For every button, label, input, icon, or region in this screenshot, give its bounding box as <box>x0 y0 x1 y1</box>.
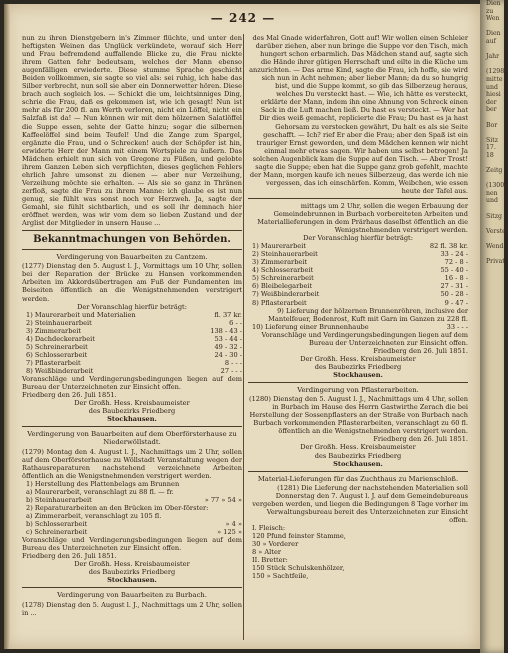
cost-row: 9) Lieferung der hölzernen Brunnenröhren, inclusive der Mantelfeuer, Bodenrost, Kuft mit Garn im Ganzen zu 228 fl. <box>268 306 468 323</box>
adjacent-page-text <box>480 0 508 266</box>
cost-row: a) Zimmerarbeit, veranschlagt zu 105 fl. <box>26 512 162 521</box>
adjacent-page-fragment <box>483 159 504 167</box>
notice-heading: Verdingerung von Bauarbeiten zu Cantzem. <box>56 253 208 262</box>
cost-row: 2) Reparaturarbeiten an den Brücken im Ober-förster: <box>26 504 209 512</box>
notice-sub: Der Voranschlag hierfür beträgt: <box>77 302 187 311</box>
adjacent-page-fragment <box>483 205 504 213</box>
right-column <box>248 34 468 580</box>
story-continuation: nun zu ihren Dienstgebern in's Zimmer flüchte, und unter den heftigsten Weinen das Unglück verkündete, worauf sich Herr und Frau befremdend auffallende Blicke zu, die Frau nickte ihrem Gatten fehr bedeutsam, welches der Mann ebenso augenfälligen erwiederte. Diese stumme Sprache geschicht Beiden vollkommen, sie sagte so viel als: sei ruhig, ich habe das Silber verbrecht, nun soll sie aber ein Donnerwetter hören. Diese brach auch sogleich los. — Schickt die um, leichtsinniges Ding, schrie die Frau, daß es gekommen ist, wie ich gesagt! Nun ist mehr als für 200 fl. am Werth verloren, nicht ein Löffel, nicht ein Salzfaß ist da! — Nun können wir mit dem hölzernen Salatlöffel die Suppe essen, sehte der Gatte hinzu; sogar die silbernen Kaffeelöffel sind beim Teufel! Und die Zange zum Spargel, ergänzte die Frau, und o Schrecken! auch der Schöpfer ist hin, erwiderte Herr der Mann mit einem Wortspiele zu äußern. Das Mädchen erhielt nun sich von Gregone zu Füßen, und gelobte ihrem Ganzen Leben sich verpflichten, dieses geglichen Fehlers ehrlich Jahre umsonst zu dienen — aber nur Verzeihung, Verzeihung möchte sie erhalten. — Als sie so ganz in Thränen zerfloß, sagte die Frau zu ihrem Manne: ich glaube es ist nun genug, sie fühlt was sonst noch vor Herzweh. Ja, sagte der Gemahl, sie fühlt sichtbarlich, und es soll ihr demnach hier eröffnet werden, was wir vom dem so lieben Zustand und der Arglist der Mitglieder in unsern Hause ... <box>22 34 242 228</box>
notice-signature: Der Großh. Hess. Kreisbaumeister <box>300 354 416 363</box>
cost-row: 10) Lieferung einer Brunnenhaube 33 - - - <box>252 322 468 331</box>
notice-heading: Verdingerung von Bauarbeiten auf dem Oberförsterhause zu Niederwöllstadt. <box>27 430 237 447</box>
cost-row: 8) Pflasterarbeit 9 - 47 - <box>252 298 468 307</box>
cost-table <box>26 480 242 536</box>
notice-heading: Verdingerung von Bauarbeiten zu Burbach. <box>57 591 207 600</box>
cost-row: 2) Steinhauerarbeit 6 - - <box>26 318 242 327</box>
material-list <box>252 524 468 580</box>
material-row: II. Bretter: <box>252 556 288 565</box>
adjacent-page-fragment <box>483 175 504 183</box>
notice-sub: Der Voranschlag hierfür beträgt: <box>303 234 413 243</box>
cost-row: 5) Schreinerarbeit 49 - 32 - <box>26 342 242 351</box>
notice-1278-continued <box>248 202 468 379</box>
adjacent-page-fragment: auf <box>486 37 496 45</box>
section-rule <box>22 230 242 231</box>
adjacent-page-fragment: 18 <box>486 151 494 159</box>
notice-rule <box>22 587 242 588</box>
adjacent-page-fragment: Sitzg <box>486 212 502 220</box>
notice-date: Friedberg den 26. Juli 1851. <box>22 391 117 400</box>
notice-tail: Voranschläge und Verdingerungsbedingungen liegen auf dem Bureau der Unterzeichneten zur Einsicht offen. <box>22 374 242 392</box>
notice-tail: Voranschläge und Verdingerungsbedingungen liegen auf dem Bureau der Unterzeichneten zur Einsicht offen. <box>261 330 468 347</box>
page-number: — 242 — <box>210 11 276 25</box>
cost-row: 3) Zimmerarbeit 72 - 8 - <box>252 258 468 267</box>
notice-lead: mittags um 2 Uhr, sollen die wegen Erbauung der Gemeindebrunnen in Burbach vorbereiteten Arbeiten und Materiallieferungen in dem Prärhaus daselbst öffentlich an die Wenigstnehmenden verstrigert werden. <box>257 201 468 235</box>
cost-row: 4) Dachdeckerarbeit 53 - 44 - <box>26 334 242 343</box>
cost-table <box>26 311 242 375</box>
book-spine <box>4 4 10 649</box>
notice-lead: (1279) Montag den 4. August l. J., Nachmittags um 2 Uhr, sollen auf dem Oberförsterhause zu Wöllstadt Veranstaltung wegen der Rathausreparaturen nachstehend verzeichnete Arbeiten öffentlich an die Wenigstnehmenden verstrigert werden. <box>22 447 242 480</box>
cost-row: 1) Maurerarbeit 82 fl. 38 kr. <box>252 242 468 251</box>
notice-signature-name: Stockhausen. <box>107 415 157 424</box>
adjacent-page-fragment: nen <box>486 189 498 197</box>
adjacent-page-fragment: zu <box>486 7 494 15</box>
notice-signature: Der Großh. Hess. Kreisbaumeister <box>74 399 190 408</box>
notice-date: Friedberg den 26. Juli 1851. <box>373 435 468 444</box>
notice-heading: Material-Lieferungen für das Zuchthaus zu Marienschloß. <box>257 474 459 483</box>
notice-1281 <box>248 475 468 581</box>
cost-row: 4) Schlosserarbeit 55 - 40 - <box>252 266 468 275</box>
cost-row: 2) Steinhauerarbeit 33 - 24 - <box>252 250 468 259</box>
newspaper-page <box>4 4 480 649</box>
notice-signature: des Baubezirks Friedberg <box>314 362 402 371</box>
adjacent-page-fragment: Verstei <box>486 227 508 235</box>
adjacent-page-fragment: und <box>486 197 498 205</box>
cost-row: a) Maurerarbeit, veranschlagt zu 88 fl. — fr. <box>26 487 174 496</box>
adjacent-page-fragment <box>483 61 504 69</box>
section-title: Bekanntmachungen von Behörden. <box>33 234 231 246</box>
notice-1278 <box>22 591 242 616</box>
left-column <box>22 34 242 617</box>
notice-rule <box>22 426 242 427</box>
notice-signature-name: Stockhausen. <box>107 576 157 585</box>
notice-lead: (1281) Die Lieferung der nachstehenden Materialien soll Donnerstag den 7. August l. J. auf dem Gemeindebureaus vergeben werden, und liegen die Bedingungen 8 Tage vorher im Verwaltungsbureau bereit des Unterzeichneten zur Einsicht offen. <box>252 483 468 524</box>
cost-row: 5) Schreinerarbeit 16 - 8 - <box>252 274 468 283</box>
column-divider <box>243 34 244 640</box>
material-row: 150 Stück Schulskenhölzer, <box>252 564 345 573</box>
adjacent-page-fragment <box>483 235 504 243</box>
cost-row: 6) Bleibelegarbeit 27 - 31 - <box>252 282 468 291</box>
cost-table <box>252 242 468 331</box>
adjacent-page-fragment: Jahr <box>486 53 500 61</box>
notice-signature-name: Stockhausen. <box>333 370 383 379</box>
material-row: 30 » Vorderer <box>252 540 299 549</box>
cost-row: c) Schreinerarbeit » 125 » <box>26 528 242 537</box>
adjacent-page-fragment: Dien <box>486 30 501 38</box>
adjacent-page-fragment: Wend <box>486 243 504 250</box>
material-row: 120 Pfund feinster Stamme, <box>252 532 346 541</box>
adjacent-page-fragment: hiesi <box>486 91 501 99</box>
notice-lead: (1280) Dienstag den 5. August l. J., Nachmittags um 4 Uhr, sollen in Burbach im Hause des Herrn Gastwirthe Zerach die bei Herstellung der Sossenpflasters an der Straße von Burbach nach Burbach vorkommenden Pflasterarbeiten, veranschlagt zu 60 fl. öffentlich an die Wenigstnehmenden verstrigert werden. <box>249 395 468 436</box>
adjacent-page-fragment: Wen <box>486 15 500 23</box>
notice-rule <box>248 382 468 383</box>
cost-row: 3) Zimmerarbeit 138 - 43 - <box>26 326 242 335</box>
adjacent-page-fragment: Zeitg <box>486 167 503 175</box>
cost-row: 1) Herstellung des Plattenbelags am Brunnen <box>26 479 180 488</box>
cost-row: 6) Schlosserarbeit 24 - 30 - <box>26 350 242 359</box>
cost-row: 7) Weißbinderarbeit 50 - 28 - <box>252 290 468 299</box>
notice-signature: des Baubezirks Friedberg <box>88 568 176 577</box>
adjacent-page-fragment: mitte <box>486 75 503 83</box>
notice-1279 <box>22 430 242 584</box>
cost-row: 8) Weißbinderarbeit 27 - - - <box>26 366 242 375</box>
adjacent-page-fragment: ber <box>486 106 497 114</box>
adjacent-page-fragment <box>483 46 504 54</box>
adjacent-page-fragment <box>483 23 504 31</box>
notice-signature: Der Großh. Hess. Kreisbaumeister <box>74 560 190 569</box>
material-row: 150 » Sachtfeile, <box>252 572 309 581</box>
notice-lead: (1277) Dienstag den 5. August l. J., Vormittags um 10 Uhr, sollen bei der Reparation der Brücke zu Hansen vorkommenden Arbeiten im Akkordsübertragen am Fuß der Fundamenten im Beiseiten öffentlich an die Wenigstnehmenden verstrigert werden. <box>22 262 242 303</box>
adjacent-page-fragment: der <box>486 98 497 106</box>
cost-row: b) Steinhauerarbeit » 77 » 54 » <box>26 495 242 504</box>
notice-rule <box>248 471 468 472</box>
notice-signature: des Baubezirks Friedberg <box>314 451 402 460</box>
notice-signature: Der Großh. Hess. Kreisbaumeister <box>300 443 416 452</box>
notice-1277 <box>22 253 242 423</box>
material-row: 8 » Alter <box>252 548 281 557</box>
notice-tail: Voranschläge und Verdingerungsbedingungen liegen auf dem Bureau des Unterzeichneten zur Einsicht offen. <box>22 536 242 553</box>
notice-signature: des Baubezirks Friedberg <box>88 407 176 416</box>
adjacent-page-fragment: (1298) <box>486 68 507 76</box>
adjacent-page-fragment <box>483 220 504 228</box>
notice-heading: Verdingerung von Pflasterarbeiten. <box>297 385 419 394</box>
adjacent-page-fragment <box>483 114 504 122</box>
story-conclusion: des Mal Gnade widerfahren, Gott auf! Wir wollen einen Schleier darüber ziehen, aber nun bringe die Suppe vor den Tisch, mich hungert schon erbarmlich. Das Mädchen stand auf, sagte sich die Hände ihrer gütigen Herrschaft und eilte in die Küche um anzurichten. — Das arme Kind, sagte die Frau, ich hoffe, sie wird sich nun in Acht nehmen; aber lieber Mann; da du so hungrig bist, und die Suppe kommt, so gib das Silberzeug heraus, welches Du versteckt hast. — Wie, ich hätte es versteckt, erklärte der Mann, indem ihn eine Ahnung von Schreck einen Sack in die Luft machen ließ. Du hast es versteckt. — Wer hat Dir dies weiß gemacht, replicierte die Frau; Du hast es ja hast Gehorsam zu verstecken gewährt, Du halt es als sie Seite geschafft. — Ich? rief Er aber die Frau; aber den Spaß ist ein trauriger Ernst geworden, und dem Mädchen kennen wir nicht einmal mehr etwas sagen. Wir haben uns selbst betrogen! Ja solchen Augenblick kam die Suppe auf den Tisch. — Aber Trost! sagte die Suppe; eben hat die Suppe ganz grob gefehlt, machte der Mann, morgen kaufe ich neues Silberzeug, das werde ich nie vergessen, das ich einschärfen. Komm, Weibchen, wie essen heute der Tafel aus. <box>249 34 468 195</box>
notice-signature-name: Stockhausen. <box>333 459 383 468</box>
notice-date: Friedberg den 26. Juli 1851. <box>373 346 468 355</box>
cost-row: 1) Maurerarbeit und Materialien fl. 37 kr. <box>26 310 242 319</box>
section-rule <box>22 249 242 250</box>
adjacent-page-fragment: Sitz <box>486 136 498 144</box>
adjacent-page-fragment: Bor <box>486 121 498 129</box>
section-rule <box>248 198 468 199</box>
adjacent-page-edge <box>480 0 508 653</box>
adjacent-page-fragment: 17. <box>486 144 496 152</box>
adjacent-page-fragment: (1300) <box>486 182 507 190</box>
adjacent-page-fragment: Privat <box>486 258 505 266</box>
material-row: I. Fleisch: <box>252 524 286 533</box>
notice-1280 <box>248 386 468 468</box>
adjacent-page-fragment <box>483 251 504 259</box>
notice-lead: (1278) Dienstag den 5. August l. J., Nachmittags um 2 Uhr, sollen in ... <box>22 600 242 617</box>
notice-date: Friedberg den 26. Juli 1851. <box>22 552 117 561</box>
cost-row: b) Schlosserarbeit » 4 » <box>26 520 242 529</box>
adjacent-page-fragment: Dien <box>486 0 501 7</box>
adjacent-page-fragment: und <box>486 83 498 91</box>
cost-row: 7) Pflasterarbeit 8 - - - <box>26 358 242 367</box>
adjacent-page-fragment <box>483 129 504 137</box>
